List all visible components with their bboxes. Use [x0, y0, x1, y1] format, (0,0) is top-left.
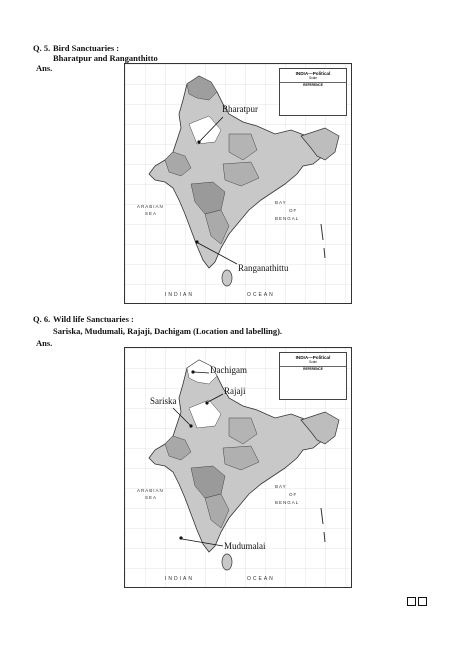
label-rajaji: Rajaji: [224, 386, 246, 396]
q5-number: Q. 5.: [33, 43, 51, 53]
svg-text:BAY: BAY: [275, 484, 287, 489]
india-map-2: [124, 347, 352, 588]
q5-ans: Ans.: [36, 63, 53, 73]
label-bharatpur: Bharatpur: [222, 104, 258, 114]
legend-title: INDIA—Political: [295, 71, 331, 76]
svg-text:SEA: SEA: [145, 211, 158, 216]
legend-reference: REFERENCE: [280, 82, 346, 87]
map-2-legend: [279, 352, 347, 400]
label-sariska: Sariska: [150, 396, 177, 406]
map-1-legend: [279, 68, 347, 116]
q6-title: Wild life Sanctuaries :: [53, 314, 134, 324]
svg-text:BAY: BAY: [275, 200, 287, 205]
label-mudumalai: Mudumalai: [224, 541, 266, 551]
svg-text:OF: OF: [289, 208, 298, 213]
q6-ans: Ans.: [36, 338, 53, 348]
label-dachigam: Dachigam: [210, 365, 247, 375]
svg-text:INDIAN: INDIAN: [165, 292, 194, 298]
svg-text:ARABIAN: ARABIAN: [137, 488, 164, 493]
svg-text:BENGAL: BENGAL: [275, 500, 300, 505]
label-ranganathittu: Ranganathittu: [238, 263, 289, 273]
page-mark-icon: [407, 597, 427, 606]
svg-text:OCEAN: OCEAN: [247, 576, 275, 582]
q6-subtitle: Sariska, Mudumali, Rajaji, Dachigam (Location and labelling).: [53, 326, 283, 336]
q5-subtitle: Bharatpur and Ranganthitto: [53, 53, 158, 63]
legend-reference: REFERENCE: [280, 366, 346, 371]
legend-scale: Scale: [309, 76, 317, 80]
svg-text:OCEAN: OCEAN: [247, 292, 275, 298]
svg-text:SEA: SEA: [145, 495, 158, 500]
svg-text:ARABIAN: ARABIAN: [137, 204, 164, 209]
svg-text:BENGAL: BENGAL: [275, 216, 300, 221]
svg-text:OF: OF: [289, 492, 298, 497]
q6-number: Q. 6.: [33, 314, 51, 324]
legend-title: INDIA—Political: [295, 355, 331, 360]
q5-title: Bird Sanctuaries :: [53, 43, 120, 53]
legend-scale: Scale: [309, 360, 317, 364]
svg-text:INDIAN: INDIAN: [165, 576, 194, 582]
